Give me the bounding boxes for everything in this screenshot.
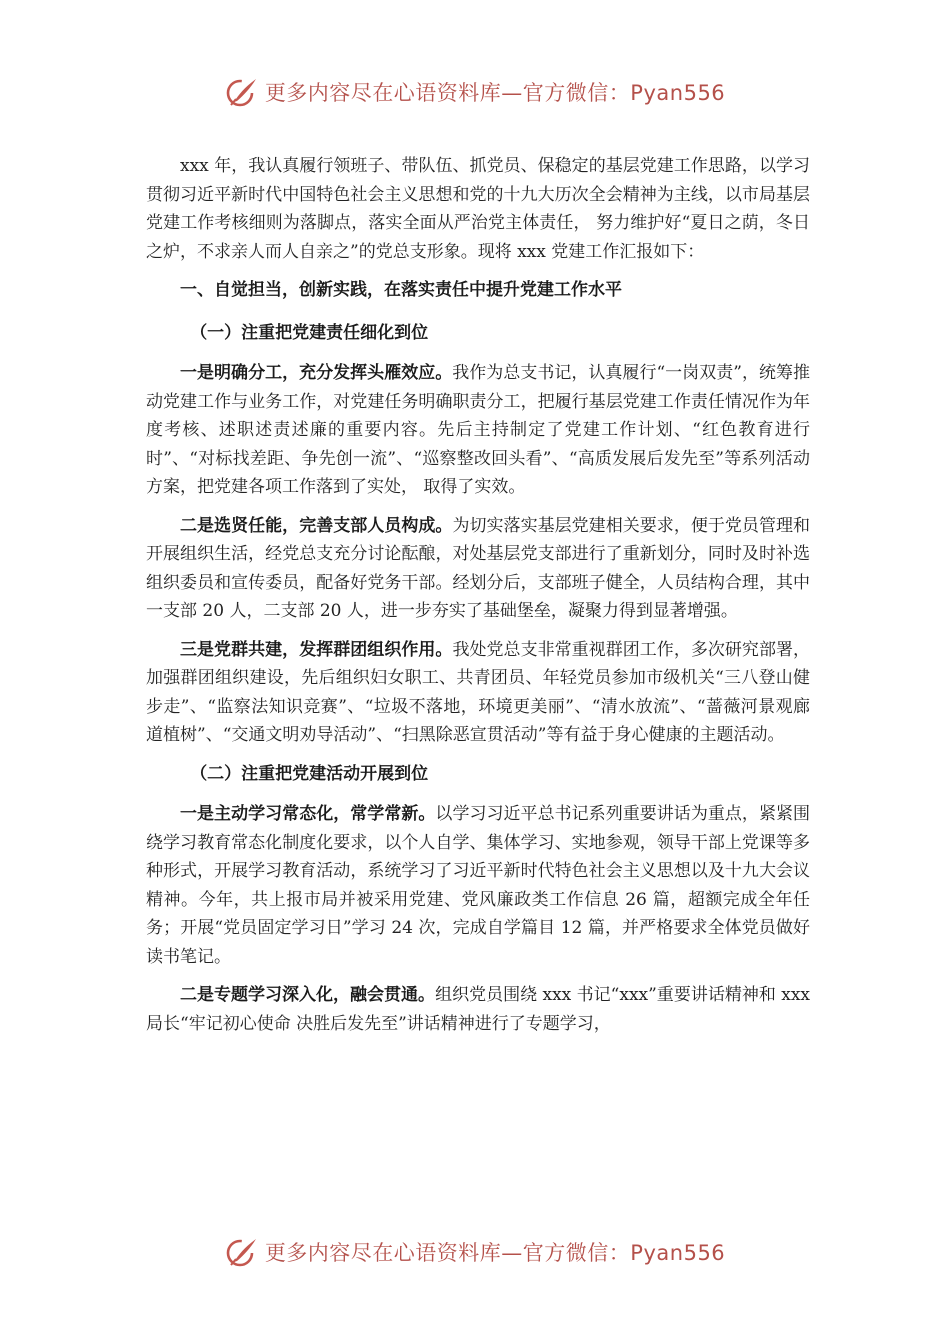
subsection-heading: （一）注重把党建责任细化到位 <box>190 322 429 343</box>
paragraph <box>146 981 810 1038</box>
document-body <box>146 152 810 1048</box>
quill-pen-logo-icon <box>225 75 259 109</box>
paragraph-lead: 三是党群共建，发挥群团组织作用。 <box>180 639 453 660</box>
paragraph-text: 组织党员围绕 xxx 书记“xxx”重要讲话精神和 xxx 局长“牢记初心使命 决胜后发先至”讲话精神进行了专题学习， <box>146 985 811 1034</box>
paragraph <box>146 636 810 750</box>
paragraph-text: 以学习习近平总书记系列重要讲话为重点，紧紧围绕学习教育常态化制度化要求，以个人自学、集体学习、实地参观，领导干部上党课等多种形式，开展学习教育活动，系统学习了习近平新时代特色社会主义思想以及十九大会议精神。今年，共上报市局并被采用党建、党风廉政类工作信息 26 篇，超额完成全年任务；开展“党员固定学习日”学习 24 次，完成自学篇目 12 篇，并严格要求全体党员做好读书笔记。 <box>146 804 811 967</box>
paragraph-lead: 二是专题学习深入化，融会贯通。 <box>180 985 436 1005</box>
intro-paragraph: xxx 年，我认真履行领班子、带队伍、抓党员、保稳定的基层党建工作思路，以学习贯彻习近平新时代中国特色社会主义思想和党的十九大历次全会精神为主线，以市局基层党建工作考核细则为落脚点，落实全面从严治党主体责任， 努力维护好“夏日之荫，冬日之炉，不求亲人而人自亲之”的党总支形象。现将 xxx 党建工作汇报如下： <box>146 156 810 262</box>
banner-text: 更多内容尽在心语资料库—官方微信：Pyan556 <box>264 81 726 105</box>
section-heading: 一、自觉担当，创新实践，在落实责任中提升党建工作水平 <box>180 280 622 300</box>
paragraph-lead: 一是主动学习常态化，常学常新。 <box>180 804 436 824</box>
banner-text: 更多内容尽在心语资料库—官方微信：Pyan556 <box>264 1241 726 1265</box>
quill-pen-logo-icon <box>225 1235 259 1269</box>
paragraph <box>146 359 810 502</box>
paragraph-text: 我处党总支非常重视群团工作，多次研究部署，加强群团组织建设，先后组织妇女职工、共青团员、年轻党员参加市级机关“三八登山健步走”、“监察法知识竞赛”、“垃圾不落地，环境更美丽”、“清水放流”、“蔷薇河景观廊道植树”、“交通文明劝导活动”、“扫黑除恶宣贯活动”等有益于身心健康的主题活动。 <box>146 639 811 745</box>
header-banner <box>0 72 950 112</box>
paragraph <box>146 512 810 626</box>
footer-banner <box>0 1232 950 1272</box>
paragraph-lead: 一是明确分工，充分发挥头雁效应。 <box>180 363 453 383</box>
paragraph-lead: 二是选贤任能，完善支部人员构成。 <box>180 515 453 536</box>
paragraph <box>146 800 810 971</box>
paragraph-text: 为切实落实基层党建相关要求，便于党员管理和开展组织生活，经党总支充分讨论酝酿，对处基层党支部进行了重新划分，同时及时补选组织委员和宣传委员，配备好党务干部。经划分后，支部班子健全，人员结构合理，其中一支部 20 人，二支部 20 人，进一步夯实了基础堡垒，凝聚力得到显著增强。 <box>146 515 811 621</box>
paragraph-text: 我作为总支书记，认真履行“一岗双责”，统筹推动党建工作与业务工作，对党建任务明确职责分工，把履行基层党建工作责任情况作为年度考核、述职述责述廉的重要内容。先后主持制定了党建工作计划、“红色教育进行时”、“对标找差距、争先创一流”、“巡察整改回头看”、“高质发展后发先至”等系列活动方案，把党建各项工作落到了实处， 取得了实效。 <box>146 363 810 497</box>
subsection-heading: （二）注重把党建活动开展到位 <box>190 763 429 784</box>
